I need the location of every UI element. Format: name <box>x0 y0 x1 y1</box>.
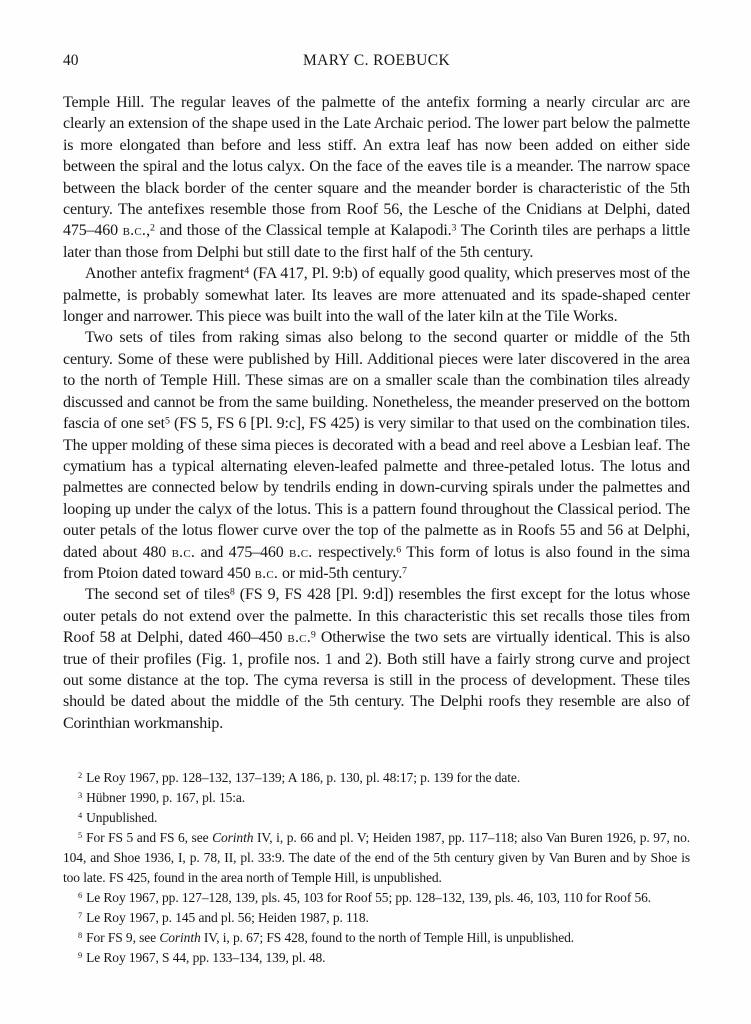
footnote-ref: 4 <box>244 265 250 277</box>
small-caps-text: b.c. <box>287 629 311 647</box>
body-text <box>63 92 690 734</box>
footnote: $^4$ Unpublished. <box>78 810 158 826</box>
footnote: $^3$ Hübner 1990, p. 167, pl. 15:a. <box>78 790 246 806</box>
footnote-number: 5 <box>78 831 83 841</box>
paragraph: Temple Hill. The regular leaves of the palmette of the antefix forming a nearly circular arc are clearly an extension of the shape used in the Late Archaic period. The lower part below the palmette is more elongated than before and less stiff. An extra leaf has now been added on either side between the spiral and the lotus calyx. On the face of the eaves tile is a meander. The narrow space between the black border of the center square and the meander border is characteristic of the 5th century. The antefixes resemble those from Roof 56, the Lesche of the Cnidians at Delphi, dated 475–460 b.c.,$^2$ and those of the Classical temple at Kalapodi.$^3$ The Corinth tiles are perhaps a little later than those from Delphi but still date to the first half of the 5th century. <box>63 94 690 261</box>
footnote: $^2$ Le Roy 1967, pp. 128–132, 137–139; A 186, p. 130, pl. 48:17; p. 139 for the date. <box>78 770 521 786</box>
footnotes <box>63 768 690 968</box>
small-caps-text: b.c. <box>289 543 313 561</box>
footnote-ref: 5 <box>164 415 170 427</box>
footnote-ref: 3 <box>451 222 457 234</box>
running-head: MARY C. ROEBUCK <box>302 52 451 69</box>
small-caps-text: b.c. <box>122 222 147 240</box>
footnote-number: 8 <box>78 931 83 941</box>
footnote-number: 4 <box>78 811 83 821</box>
small-caps-text: b.c. <box>171 543 196 561</box>
page-number: 40 <box>63 52 79 69</box>
small-caps-text: b.c. <box>254 564 279 582</box>
footnote-ref: 2 <box>149 222 155 234</box>
footnote-number: 6 <box>78 891 83 901</box>
italic-text: Corinth <box>212 830 254 846</box>
paragraph: Another antefix fragment$^4$ (FA 417, Pl. 9:b) of equally good quality, which preserves most of the palmette, is probably somewhat later. Its leaves are more attenuated and its spade-shaped center longer and narrower. This piece was built into the wall of the later kiln at the Tile Works. <box>63 265 690 326</box>
footnote: $^9$ Le Roy 1967, S 44, pp. 133–134, 139, pl. 48. <box>78 950 326 966</box>
footnote-number: 3 <box>78 791 83 801</box>
footnote-number: 9 <box>78 951 83 961</box>
footnote: $^5$ For FS 5 and FS 6, see Corinth IV, i, p. 66 and pl. V; Heiden 1987, pp. 117–118; also Van Buren 1926, p. 97, no. 104, and Shoe 1936, I, p. 78, II, pl. 33:9. The date of the end of the 5th century given by Van Buren and by Shoe is too late. FS 425, found in the area north of Temple Hill, is unpublished. <box>63 830 690 886</box>
footnote-ref: 8 <box>229 586 235 598</box>
footnote: $^8$ For FS 9, see Corinth IV, i, p. 67; FS 428, found to the north of Temple Hill, is unpublished. <box>78 930 575 946</box>
page-header <box>63 52 690 70</box>
italic-text: Corinth <box>159 930 201 946</box>
paragraph: The second set of tiles$^8$ (FS 9, FS 428 [Pl. 9:d]) resembles the first except for the lotus whose outer petals do not extend over the palmette. In this characteristic this set recalls those tiles from Roof 58 at Delphi, dated 460–450 b.c.$^9$ Otherwise the two sets are virtually identical. This is also true of their profiles (Fig. 1, profile nos. 1 and 2). Both still have a fairly strong curve and project out some distance at the top. The cyma reversa is still in the process of development. These tiles should be dated about the middle of the 5th century. The Delphi roofs they resemble are also of Corinthian workmanship. <box>63 586 690 732</box>
footnote-number: 2 <box>78 771 83 781</box>
paragraph: Two sets of tiles from raking simas also belong to the second quarter or middle of the 5th century. Some of these were published by Hill. Additional pieces were later discovered in the area to the north of Temple Hill. These simas are on a smaller scale than the combination tiles already discussed and cannot be from the same building. Nonetheless, the meander preserved on the bottom fascia of one set$^5$ (FS 5, FS 6 [Pl. 9:c], FS 425) is very similar to that used on the combination tiles. The upper molding of these sima pieces is decorated with a bead and reel above a Lesbian leaf. The cymatium has a typical alternating eleven-leafed palmette and three-petaled lotus. The lotus and palmettes are connected below by tendrils ending in down-curving spirals under the palmettes and looping up under the calyx of the lotus. This is a pattern found throughout the Classical period. The outer petals of the lotus flower curve over the top of the palmette as in Roofs 55 and 56 at Delphi, dated about 480 b.c. and 475–460 b.c. respectively.$^6$ This form of lotus is also found in the sima from Ptoion dated toward 450 b.c. or mid-5th century.$^7$ <box>63 329 690 582</box>
footnote-ref: 6 <box>396 544 402 556</box>
footnote-ref: 7 <box>402 565 407 577</box>
footnote-number: 7 <box>78 911 83 921</box>
footnote: $^6$ Le Roy 1967, pp. 127–128, 139, pls. 45, 103 for Roof 55; pp. 128–132, 139, pls. 46, 103, 110 for Roof 56. <box>78 890 652 906</box>
footnote: $^7$ Le Roy 1967, p. 145 and pl. 56; Heiden 1987, p. 118. <box>78 910 369 926</box>
footnote-ref: 9 <box>310 629 316 641</box>
